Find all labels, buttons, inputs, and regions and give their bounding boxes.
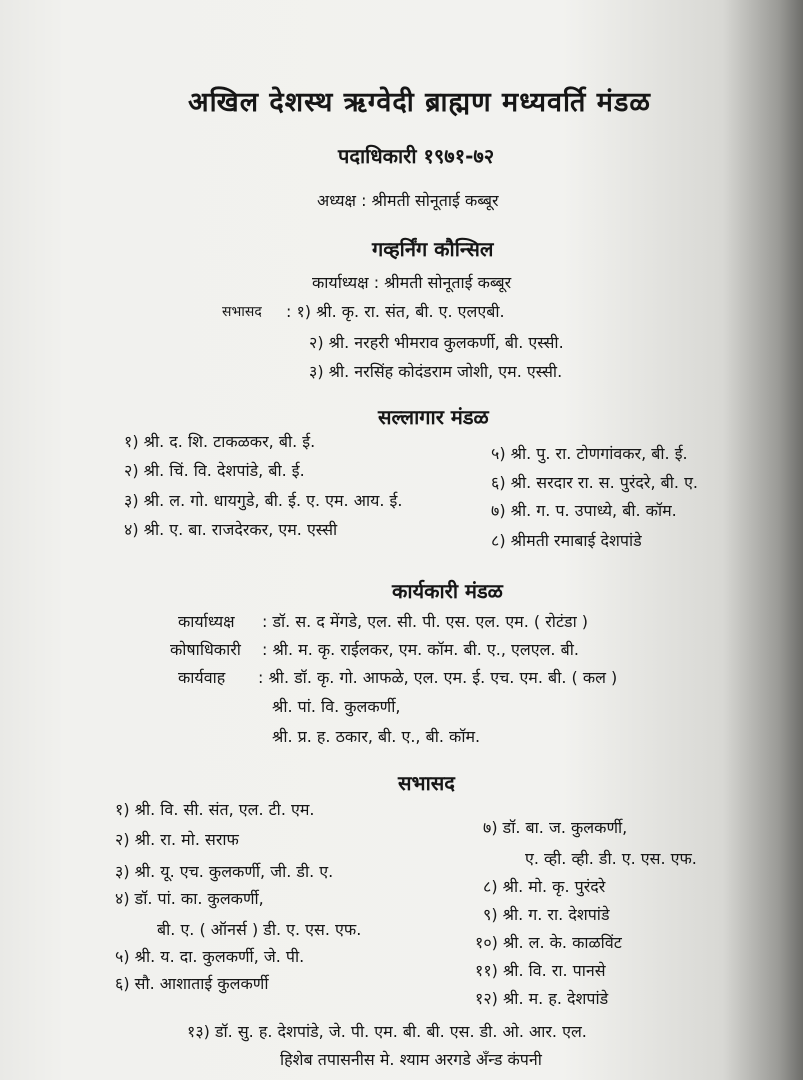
auditor-line: हिशेब तपासनीस मे. श्याम अरगडे अँन्ड कंपनी bbox=[280, 1050, 542, 1069]
executive-heading: कार्यकारी मंडळ bbox=[392, 579, 503, 603]
governing-members-label: सभासद bbox=[222, 304, 262, 320]
executive-label: कोषाधिकारी bbox=[170, 640, 241, 659]
advisory-member: १) श्री. द. शि. टाकळकर, बी. ई. bbox=[124, 432, 316, 451]
members-item: ६) सौ. आशाताई कुलकर्णी bbox=[115, 974, 269, 993]
members-item: ३) श्री. यू. एच. कुलकर्णी, जी. डी. ए. bbox=[115, 862, 334, 881]
advisory-heading: सल्लागार मंडळ bbox=[378, 405, 489, 429]
members-item: ए. व्ही. व्ही. डी. ए. एस. एफ. bbox=[525, 849, 697, 868]
advisory-member: ५) श्री. पु. रा. टोणगांवकर, बी. ई. bbox=[491, 444, 688, 463]
members-item: २) श्री. रा. मो. सराफ bbox=[115, 830, 239, 849]
executive-value: : श्री. म. कृ. राईलकर, एम. कॉम. बी. ए., एलएल. बी. bbox=[262, 640, 579, 659]
president-line: अध्यक्ष : श्रीमती सोनूताई कब्बूर bbox=[317, 191, 499, 210]
members-item: ५) श्री. य. दा. कुलकर्णी, जे. पी. bbox=[115, 947, 305, 966]
executive-label: कार्यवाह bbox=[178, 668, 226, 687]
members-item: १०) श्री. ल. के. काळविंट bbox=[475, 933, 622, 952]
governing-working-president: कार्याध्यक्ष : श्रीमती सोनूताई कब्बूर bbox=[312, 273, 512, 292]
executive-value: : डॉ. स. द मेंगडे, एल. सी. पी. एस. एल. एम. ( रोटंडा ) bbox=[262, 612, 589, 631]
members-last: १३) डॉ. सु. ह. देशपांडे, जे. पी. एम. बी. बी. एस. डी. ओ. आर. एल. bbox=[187, 1022, 587, 1041]
advisory-member: २) श्री. चिं. वि. देशपांडे, बी. ई. bbox=[124, 461, 305, 480]
governing-member: ३) श्री. नरसिंह कोदंडराम जोशी, एम. एस्सी. bbox=[309, 362, 563, 381]
members-heading: सभासद bbox=[398, 771, 455, 795]
executive-label: कार्याध्यक्ष bbox=[178, 612, 235, 631]
executive-value: : श्री. डॉ. कृ. गो. आफळे, एल. एम. ई. एच. एम. बी. ( कल ) bbox=[258, 668, 618, 687]
executive-extra: श्री. पां. वि. कुलकर्णी, bbox=[272, 697, 401, 716]
advisory-member: ८) श्रीमती रमाबाई देशपांडे bbox=[491, 531, 642, 550]
governing-heading: गव्हर्निंग कौन्सिल bbox=[372, 237, 494, 261]
advisory-member: ३) श्री. ल. गो. धायगुडे, बी. ई. ए. एम. आय. ई. bbox=[124, 491, 403, 510]
executive-extra: श्री. प्र. ह. ठकार, बी. ए., बी. कॉम. bbox=[272, 727, 481, 746]
members-item: बी. ए. ( ऑनर्स ) डी. ए. एस. एफ. bbox=[157, 920, 362, 939]
members-item: १२) श्री. म. ह. देशपांडे bbox=[475, 989, 609, 1008]
members-item: ९) श्री. ग. रा. देशपांडे bbox=[483, 905, 610, 924]
governing-member: २) श्री. नरहरी भीमराव कुलकर्णी, बी. एस्सी. bbox=[309, 333, 564, 352]
members-item: ८) श्री. मो. कृ. पुरंदरे bbox=[483, 877, 606, 896]
members-item: ७) डॉ. बा. ज. कुलकर्णी, bbox=[483, 818, 628, 837]
governing-member: : १) श्री. कृ. रा. संत, बी. ए. एलएबी. bbox=[286, 302, 505, 321]
advisory-member: ४) श्री. ए. बा. राजदेरकर, एम. एस्सी bbox=[124, 520, 338, 539]
page-title: अखिल देशस्थ ऋग्वेदी ब्राह्मण मध्यवर्ति मंडळ bbox=[188, 87, 651, 118]
page-subtitle: पदाधिकारी १९७१-७२ bbox=[338, 144, 495, 168]
members-item: १) श्री. वि. सी. संत, एल. टी. एम. bbox=[115, 800, 315, 819]
members-item: ४) डॉ. पां. का. कुलकर्णी, bbox=[115, 889, 264, 908]
advisory-member: ७) श्री. ग. प. उपाध्ये, बी. कॉम. bbox=[491, 501, 677, 520]
advisory-member: ६) श्री. सरदार रा. स. पुरंदरे, बी. ए. bbox=[491, 473, 698, 492]
members-item: ११) श्री. वि. रा. पानसे bbox=[475, 961, 606, 980]
